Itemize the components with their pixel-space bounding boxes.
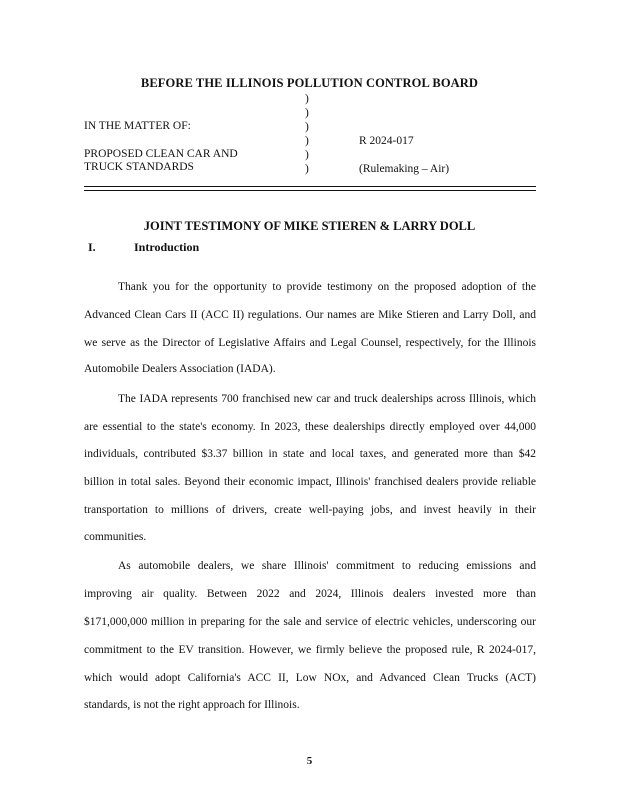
paragraph-line: standards, is not the right approach for Illinois. [84, 699, 300, 711]
paragraph-line: As automobile dealers, we share Illinois' commitment to reducing emissions and [118, 560, 536, 572]
paragraph-line: commitment to the EV transition. However, we firmly believe the proposed rule, R 2024-017, [84, 644, 536, 656]
paragraph-line: individuals, contributed $3.37 billion in state and local taxes, and generated more than $42 [84, 448, 536, 460]
caption-paren: ) [305, 135, 309, 147]
caption-paren: ) [305, 121, 309, 133]
board-title: BEFORE THE ILLINOIS POLLUTION CONTROL BOARD [140, 76, 479, 90]
paragraph-line: Automobile Dealers Association (IADA). [84, 363, 276, 375]
caption-paren: ) [305, 107, 309, 119]
paragraph-line: improving air quality. Between 2022 and 2024, Illinois dealers invested more than [84, 588, 536, 600]
section-title: Introduction [134, 240, 200, 254]
paragraph-line: $171,000,000 million in preparing for the sale and service of electric vehicles, underscoring our [84, 616, 536, 628]
caption-paren: ) [305, 149, 309, 161]
docket-number: R 2024-017 [359, 135, 414, 147]
caption-rule-bottom [84, 190, 536, 191]
paragraph-line: which would adopt California's ACC II, Low NOx, and Advanced Clean Trucks (ACT) [84, 672, 536, 684]
matter-label: IN THE MATTER OF: [84, 120, 191, 132]
subject-line-2: TRUCK STANDARDS [84, 161, 194, 173]
subject-line-1: PROPOSED CLEAN CAR AND [84, 148, 238, 160]
paragraph-line: are essential to the state's economy. In 2023, these dealerships directly employed over 44,000 [84, 421, 536, 433]
paragraph-line: Advanced Clean Cars II (ACC II) regulations. Our names are Mike Stieren and Larry Doll, and [84, 309, 536, 321]
testimony-title: JOINT TESTIMONY OF MIKE STIEREN & LARRY DOLL [143, 219, 476, 233]
caption-rule-top [84, 186, 536, 187]
section-number: I. [88, 240, 96, 254]
paragraph-line: The IADA represents 700 franchised new car and truck dealerships across Illinois, which [118, 393, 536, 405]
caption-paren: ) [305, 163, 309, 175]
paragraph-line: Thank you for the opportunity to provide testimony on the proposed adoption of the [118, 281, 536, 293]
docket-type: (Rulemaking – Air) [359, 163, 450, 175]
paragraph-line: communities. [84, 531, 147, 543]
paragraph-line: billion in total sales. Beyond their economic impact, Illinois' franchised dealers provide reliable [84, 476, 536, 488]
caption-paren: ) [305, 93, 309, 105]
page-number: 5 [306, 755, 313, 767]
paragraph-line: transportation to millions of drivers, create well-paying jobs, and invest heavily in their [84, 504, 536, 516]
paragraph-line: we serve as the Director of Legislative Affairs and Legal Counsel, respectively, for the Illinois [84, 337, 536, 349]
